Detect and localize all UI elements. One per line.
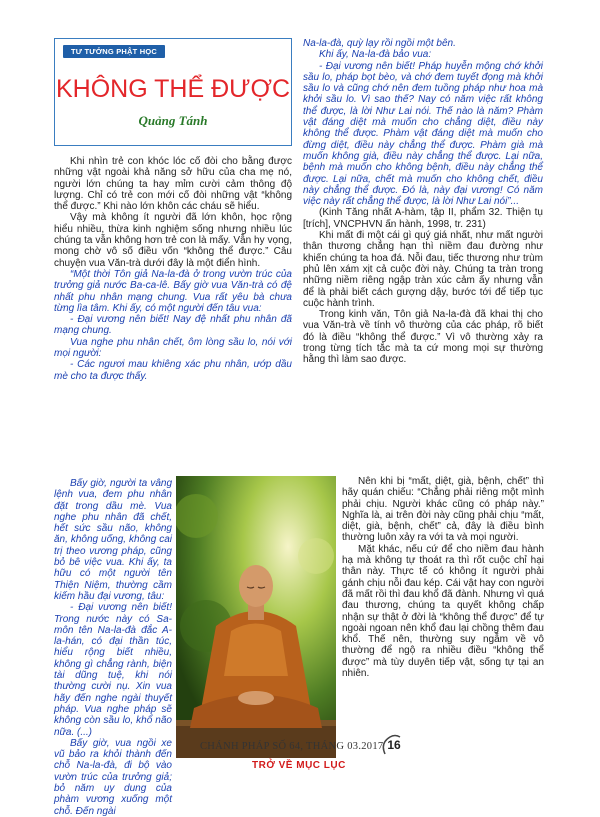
paragraph: Mặt khác, nếu cứ để cho niềm đau hành hạ mà không tự thoát ra thì rốt cuộc chỉ hại thân này. Thực tế có không ít người phải gánh chịu nỗi đau kép. Cái vật hay con người đã mất rồi thì đau khổ đã đành. Nhưng vì quá đau thương, chúng ta quyết không chấp nhận sự thật ở đời là “không thể được” để tự ngoài ngoan nên khổ đau lại chồng thêm đau khổ. Thế nên, thường suy ngẫm về vô thường để ngộ ra nhiều điều “không thể được” mà tùy duyên tiếp vật, sống tự tại an nhiên. bbox=[342, 543, 544, 680]
paragraph: - Các ngươi mau khiêng xác phu nhân, ướp dầu mè cho ta được thấy. bbox=[54, 359, 292, 382]
page-number: 16 bbox=[382, 734, 406, 756]
paragraph: “Một thời Tôn giả Na-la-đà ở trong vườn trúc của trưởng giả nước Ba-ca-lê. Bấy giờ vua Văn-trà có đệ nhất phu nhân mạng chung. Vua rất yêu bà chưa từng lìa tâm. Khi ấy, có một người đến tâu vua: bbox=[54, 268, 292, 314]
paragraph: - Đại vương nên biết! Trong nước này có Sa-môn tên Na-la-đà đắc A-la-hán, có đại thần túc, hiểu rộng biết nhiều, không gì chẳng rành, biện tài dũng tuệ, khi nói thường cười nụ. Xin vua hãy đến nghe ngài thuyết pháp. Vua nghe pháp sẽ không còn sầu lo, khổ não nữa. (...) bbox=[54, 602, 172, 738]
paragraph: Khi nhìn trẻ con khóc lóc cố đòi cho bằng được những vật ngoài khả năng sở hữu của cha mẹ nó, người lớn chúng ta hay mỉm cười cảm thông độ lượng. Chỉ có trẻ con mới cố đòi những vật “không thể được.” Khi nào lớn khôn các cháu sẽ hiểu. bbox=[54, 156, 292, 213]
paragraph: Na-la-đà, quỳ lạy rồi ngồi một bên. bbox=[303, 38, 456, 49]
paragraph: Trong kinh văn, Tôn giả Na-la-đà đã khai thị cho vua Văn-trà về tính vô thường của các pháp, rõ biết đó là điều “không thể được.” Vì vô thường xảy ra trong từng tích tắc mà ta cứ mong mọi sự thường hằng thì làm sao được. bbox=[303, 309, 543, 366]
monk-meditation-photo bbox=[176, 476, 336, 758]
left-column bbox=[54, 156, 292, 382]
article-title: KHÔNG THỂ ĐƯỢC bbox=[55, 75, 290, 103]
title-box bbox=[54, 38, 292, 146]
paragraph: Bấy giờ, vua ngồi xe vũ bảo ra khỏi thành đến chỗ Na-la-đà, đi bộ vào vườn trúc của trưởng giả; bỏ năm uy dung của phàm vương xuống một chỗ. Đến ngài bbox=[54, 737, 172, 817]
section-tag: TƯ TƯỞNG PHẬT HỌC bbox=[63, 45, 165, 58]
paragraph: Khi ấy, Na-la-đà bảo vua: bbox=[319, 49, 432, 61]
paragraph: Nên khi bị “mất, diệt, già, bệnh, chết” thì hãy quán chiếu: “Chẳng phải riêng một mình phải chịu. Người khác cũng có pháp này.” Nghĩa là, ai trên đời này cũng phải chịu “mất, diệt, già, bệnh, chết” cả, đây là điều bình thường luôn xảy ra với ta và mọi người. bbox=[342, 476, 544, 544]
paragraph: Vậy mà không ít người đã lớn khôn, học rộng hiểu nhiều, thừa kinh nghiệm sống nhưng nhiều lúc chúng ta vẫn không hơn trẻ con là mấy. Vẫn hy vọng, mong chờ vô số điều vốn “không thể được.” Câu chuyện vua Văn-trà dưới đây là một điển hình. bbox=[54, 212, 292, 269]
paragraph: Khi mất đi một cái gì quý giá nhất, như mất người thân thương chẳng hạn thì niềm đau đường như khiến chúng ta hoa đá. Nỗi đau, tiếc thương như trùm phủ lên xám xịt cả cuộc đời này. Chúng ta tràn trong những niềm riêng ngập tràn xúc cảm ấy nhưng vẫn để là phải biết cách gượng dậy, bước tới để tiếp tục cuộc hành trình. bbox=[303, 230, 543, 309]
right-column bbox=[303, 38, 543, 366]
monk-photo-illustration bbox=[176, 476, 336, 758]
paragraph: Bấy giờ, người ta vâng lệnh vua, đem phu nhân đặt trong dầu mè. Vua nghe phu nhân đã chết, hết sức sầu não, không ăn, không uống, không cai trị theo vương pháp, cũng bỏ bê việc vua. Khi ấy, ta hữu có một người tên Thiện Niệm, thường cầm kiếm hầu đại vương, tâu: bbox=[54, 478, 172, 602]
paragraph: - Đại vương nên biết! Nay đệ nhất phu nhân đã mạng chung. bbox=[54, 314, 292, 337]
left-narrow-column bbox=[54, 478, 172, 817]
page-footer: CHÁNH PHÁP SỐ 64, THÁNG 03.2017 bbox=[200, 741, 384, 752]
right-narrow-column bbox=[342, 476, 544, 679]
paragraph: Vua nghe phu nhân chết, ôm lòng sầu lo, nói với mọi người: bbox=[54, 336, 292, 360]
back-to-contents-link[interactable]: TRỞ VỀ MỤC LỤC bbox=[252, 760, 346, 771]
article-author: Quảng Tánh bbox=[138, 113, 208, 128]
paragraph: (Kinh Tăng nhất A-hàm, tập II, phẩm 32. Thiện tụ [trích], VNCPHVN ấn hành, 1998, tr. 231) bbox=[303, 207, 543, 230]
paragraph: - Đại vương nên biết! Pháp huyễn mộng chớ khởi sầu lo, pháp bọt bèo, và chớ đem tuyết đọng mà khởi sầu lo và cũng chớ nên đem tuồng pháp như hoa mà khởi sầu lo. Vì sao thế? Nay có năm việc rất không thể được, là lời Như Lai nói. Thế nào là năm? Phàm vật đáng diệt mà muốn cho chẳng diệt, điều này không thể được. Phàm vật đáng diệt mà muốn cho đừng diệt, điều này chẳng thể được. Phàm già mà muốn không già, điều này chẳng thể được. Lại nữa, bệnh mà muốn cho không bệnh, điều này chẳng thể được. Lại nữa, chết mà muốn cho không chết, điều này chẳng thể được. Đó là, này đại vương! Có năm việc này rất chẳng thể được, là lời Như Lai nói”... bbox=[303, 60, 543, 208]
